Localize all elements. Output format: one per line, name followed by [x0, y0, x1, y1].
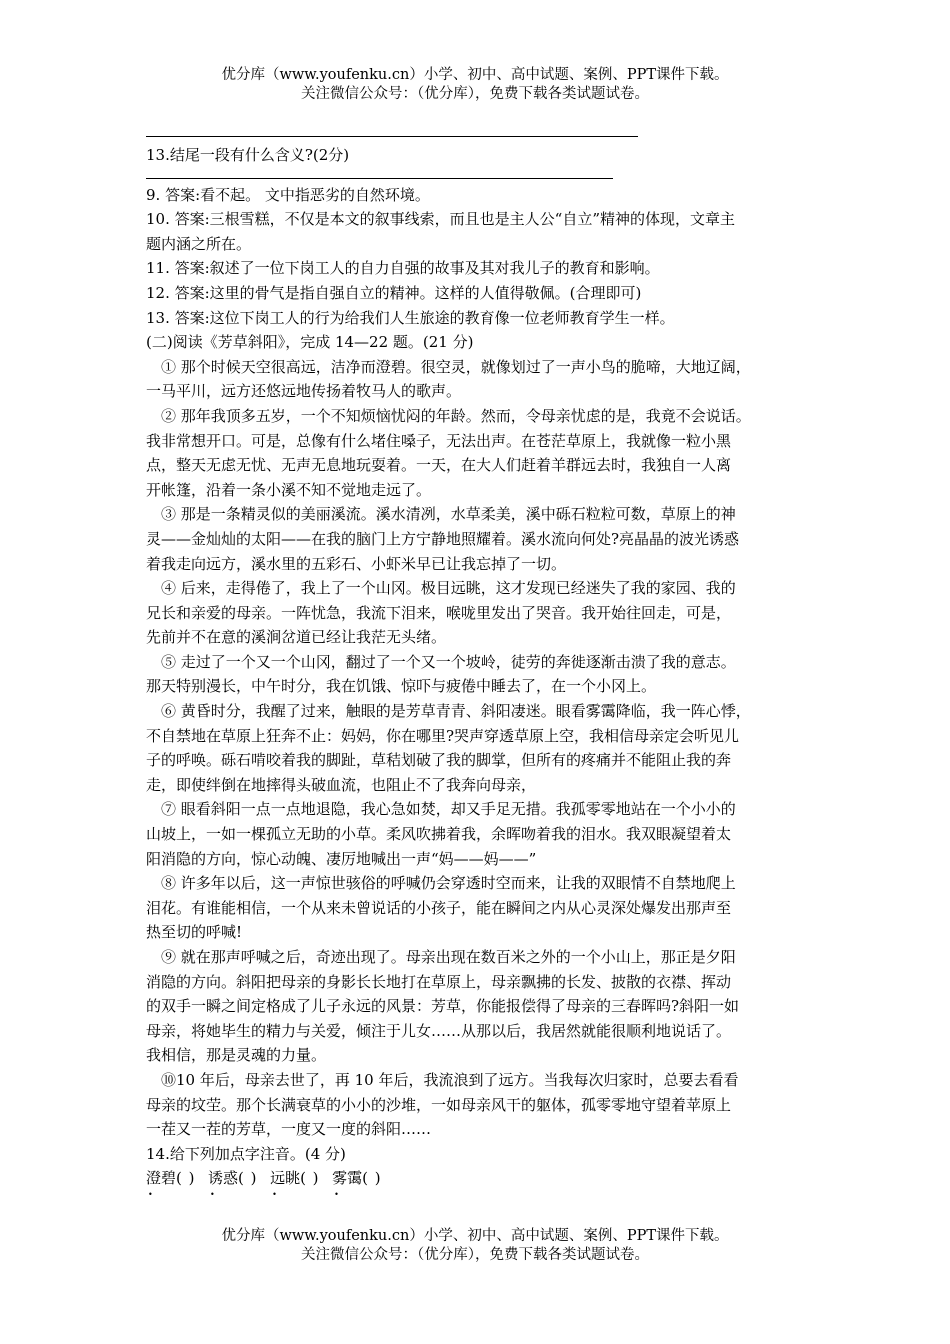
pinyin-item: 澄碧( ) •: [146, 1169, 194, 1187]
paragraph-line: 点，整天无虑无忧、无声无息地玩耍着。一天，在大人们赶着羊群远去时，我独自一人离: [146, 456, 732, 475]
paragraph-line: 我非常想开口。可是，总像有什么堵住嗓子，无法出声。在苍茫草原上，我就像一粒小黑: [146, 431, 732, 450]
paragraph-line: 一茬又一茬的芳草，一度又一度的斜阳……: [146, 1120, 432, 1139]
paragraph-line: ② 那年我顶多五岁，一个不知烦恼忧闷的年龄。然而，令母亲忧虑的是，我竟不会说话。: [161, 406, 751, 425]
page-header: [0, 66, 950, 104]
question-13: 13.结尾一段有什么含义?(2分): [146, 146, 350, 164]
answer-line-text: 题内涵之所在。: [146, 234, 252, 253]
paragraph-9: [146, 945, 816, 1068]
pinyin-items: [146, 1166, 816, 1191]
question-14: 14.给下列加点字注音。(4 分): [146, 1144, 346, 1163]
paragraph-line: 先前并不在意的溪涧岔道已经让我茫无头绪。: [146, 628, 447, 647]
paragraph-10: [146, 1068, 816, 1142]
pinyin-item: 雾霭( ) •: [332, 1169, 380, 1187]
paragraph-line: 泪花。有谁能相信，一个从来未曾说话的小孩子，能在瞬间之内从心灵深处爆发出那声至: [146, 898, 732, 917]
pinyin-item: 诱惑( ) •: [208, 1169, 256, 1187]
paragraph-line: 热至切的呼喊!: [146, 923, 243, 942]
footer-line-2: 关注微信公众号：（优分库），免费下载各类试题试卷。: [301, 1247, 649, 1263]
answer-line-text: 9. 答案:看不起。 文中指恶劣的自然环境。: [146, 185, 430, 204]
paragraph-1: [146, 355, 816, 404]
paragraph-line: ⑥ 黄昏时分，我醒了过来，触眼的是芳草青青、斜阳凄迷。眼看雾霭降临，我一阵心悸，: [161, 702, 751, 721]
document-body: [146, 128, 816, 1191]
paragraph-line: 一马平川，远方还悠远地传扬着牧马人的歌声。: [146, 382, 462, 401]
paragraph-line: ① 那个时候天空很高远，洁净而澄碧。很空灵，就像划过了一声小鸟的脆啼，大地辽阔，: [161, 357, 751, 376]
paragraph-2: [146, 404, 816, 502]
paragraph-3: [146, 502, 816, 576]
paragraph-line: 子的呼唤。砾石啃咬着我的脚趾，草秸划破了我的脚掌，但所有的疼痛并不能阻止我的奔: [146, 751, 732, 770]
paragraph-line: 母亲，将她毕生的精力与关爱，倾注于儿女……从那以后，我居然就能很顺利地说话了。: [146, 1021, 732, 1040]
paragraph-line: ⑧ 许多年以后，这一声惊世骇俗的呼喊仍会穿透时空而来，让我的双眼情不自禁地爬上: [161, 874, 736, 893]
paragraph-5: [146, 650, 816, 699]
paragraph-line: ⑤ 走过了一个又一个山冈，翻过了一个又一个坡岭，徒劳的奔徙逐渐击溃了我的意志。: [161, 652, 736, 671]
answer-line: [146, 178, 613, 179]
paragraph-line: ⑦ 眼看斜阳一点一点地退隐，我心急如焚，却又手足无措。我孤零零地站在一个小小的: [161, 800, 736, 819]
header-line-1: 优分库（www.youfenku.cn）小学、初中、高中试题、案例、PPT课件下载。: [221, 67, 729, 83]
paragraph-7: [146, 797, 816, 871]
paragraph-line: 不自禁地在草原上狂奔不止：妈妈，你在哪里?哭声穿透草原上空，我相信母亲定会听见儿: [146, 726, 740, 745]
pinyin-item: 远眺( ) •: [270, 1169, 318, 1187]
paragraph-4: [146, 576, 816, 650]
paragraph-line: 开帐篷，沿着一条小溪不知不觉地走远了。: [146, 480, 432, 499]
section-title: (二)阅读《芳草斜阳》，完成 14—22 题。(21 分): [146, 333, 474, 352]
answer-line-text: 13. 答案:这位下岗工人的行为给我们人生旅途的教育像一位老师教育学生一样。: [146, 308, 675, 327]
paragraph-8: [146, 871, 816, 945]
paragraph-line: 消隐的方向。斜阳把母亲的身影长长地打在草原上，母亲飘拂的长发、披散的衣襟、挥动: [146, 972, 732, 991]
paragraph-6: [146, 699, 816, 797]
paragraph-line: 阳消隐的方向，惊心动魄、凄厉地喊出一声“妈——妈——”: [146, 849, 537, 868]
paragraph-line: ⑩10 年后，母亲去世了，再 10 年后，我流浪到了远方。当我每次归家时，总要去看看: [161, 1070, 739, 1089]
paragraph-line: 着我走向远方，溪水里的五彩石、小虾米早已让我忘掉了一切。: [146, 554, 567, 573]
paragraph-line: ⑨ 就在那声呼喊之后，奇迹出现了。母亲出现在数百米之外的一个小山上，那正是夕阳: [161, 948, 736, 966]
paragraph-line: 母亲的坟茔。那个长满衰草的小小的沙堆，一如母亲风干的躯体，孤零零地守望着苹原上: [146, 1095, 732, 1114]
paragraph-line: 山坡上，一如一棵孤立无助的小草。柔风吹拂着我，余晖吻着我的泪水。我双眼凝望着太: [146, 825, 732, 844]
answer-line: [146, 136, 638, 137]
paragraph-line: 走，即使绊倒在地摔得头破血流，也阻止不了我奔向母亲，: [146, 775, 537, 794]
answer-line-text: 12. 答案:这里的骨气是指自强自立的精神。这样的人值得敬佩。(合理即可): [146, 283, 642, 302]
footer-line-1: 优分库（www.youfenku.cn）小学、初中、高中试题、案例、PPT课件下载。: [221, 1228, 729, 1244]
header-line-2: 关注微信公众号：（优分库），免费下载各类试题试卷。: [301, 86, 649, 102]
paragraph-line: 兄长和亲爱的母亲。一阵忧急，我流下泪来，喉咙里发出了哭音。我开始往回走，可是，: [146, 603, 732, 622]
paragraph-line: 我相信，那是灵魂的力量。: [146, 1046, 327, 1065]
page-footer: [0, 1227, 950, 1265]
answer-line-text: 10. 答案:三根雪糕，不仅是本文的叙事线索，而且也是主人公“自立”精神的体现，文章主: [146, 210, 736, 229]
answer-line-text: 11. 答案:叙述了一位下岗工人的自力自强的故事及其对我儿子的教育和影响。: [146, 259, 660, 278]
paragraph-line: ③ 那是一条精灵似的美丽溪流。溪水清冽，水草柔美，溪中砾石粒粒可数，草原上的神: [161, 505, 736, 524]
answer-key: [146, 183, 816, 331]
paragraph-line: 灵——金灿灿的太阳——在我的脑门上方宁静地照耀着。溪水流向何处?亮晶晶的波光诱惑: [146, 529, 740, 548]
paragraph-line: 的双手一瞬之间定格成了儿子永远的风景：芳草，你能报偿得了母亲的三春晖吗?斜阳一如: [146, 997, 740, 1016]
article: [146, 355, 816, 1142]
paragraph-line: ④ 后来，走得倦了，我上了一个山冈。极目远眺，这才发现已经迷失了我的家园、我的: [161, 579, 736, 598]
paragraph-line: 那天特别漫长，中午时分，我在饥饿、惊吓与疲倦中睡去了，在一个小冈上。: [146, 677, 657, 696]
